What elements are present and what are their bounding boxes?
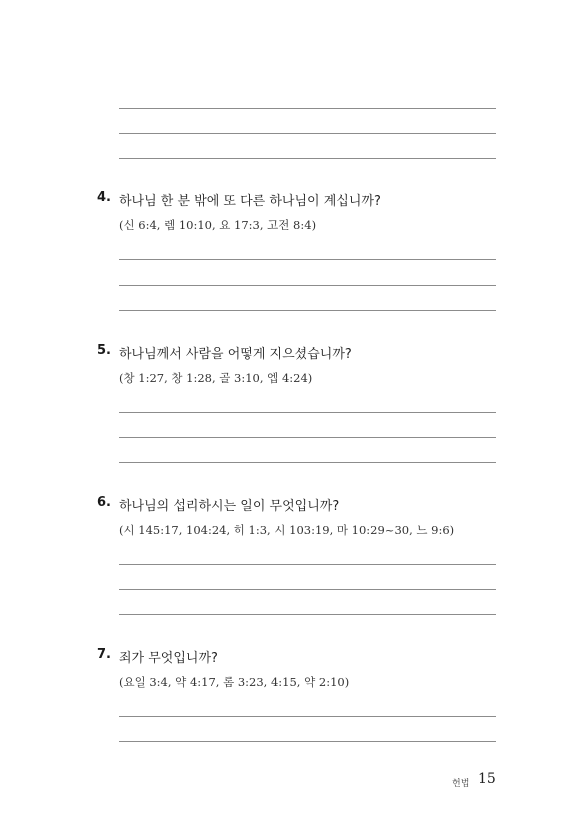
question-text: 죄가 무엇입니까? [119, 651, 218, 666]
answer-line[interactable] [119, 716, 496, 717]
answer-line[interactable] [119, 589, 496, 590]
answer-line[interactable] [119, 310, 496, 311]
question-text: 하나님의 섭리하시는 일이 무엇입니까? [119, 499, 340, 514]
question-reference: (시 145:17, 104:24, 히 1:3, 시 103:19, 마 10:29~30, 느 9:6) [119, 523, 455, 537]
answer-line[interactable] [119, 462, 496, 463]
footer-section-label: 헌법 [452, 779, 470, 789]
answer-line[interactable] [119, 133, 496, 134]
answer-line[interactable] [119, 437, 496, 438]
question-number: 6. [97, 495, 111, 510]
question-number: 7. [97, 647, 111, 662]
question-reference: (신 6:4, 렘 10:10, 요 17:3, 고전 8:4) [119, 218, 317, 232]
answer-line[interactable] [119, 741, 496, 742]
answer-line[interactable] [119, 108, 496, 109]
answer-line[interactable] [119, 614, 496, 615]
question-reference: (요일 3:4, 약 4:17, 롬 3:23, 4:15, 약 2:10) [119, 675, 350, 689]
answer-line[interactable] [119, 564, 496, 565]
question-text: 하나님 한 분 밖에 또 다른 하나님이 계십니까? [119, 194, 381, 209]
question-reference: (창 1:27, 창 1:28, 골 3:10, 엡 4:24) [119, 371, 313, 385]
answer-line[interactable] [119, 158, 496, 159]
answer-line[interactable] [119, 259, 496, 260]
question-number: 4. [97, 190, 111, 205]
question-number: 5. [97, 343, 111, 358]
answer-line[interactable] [119, 412, 496, 413]
question-text: 하나님께서 사람을 어떻게 지으셨습니까? [119, 347, 352, 362]
answer-line[interactable] [119, 285, 496, 286]
page-number: 15 [478, 771, 496, 787]
